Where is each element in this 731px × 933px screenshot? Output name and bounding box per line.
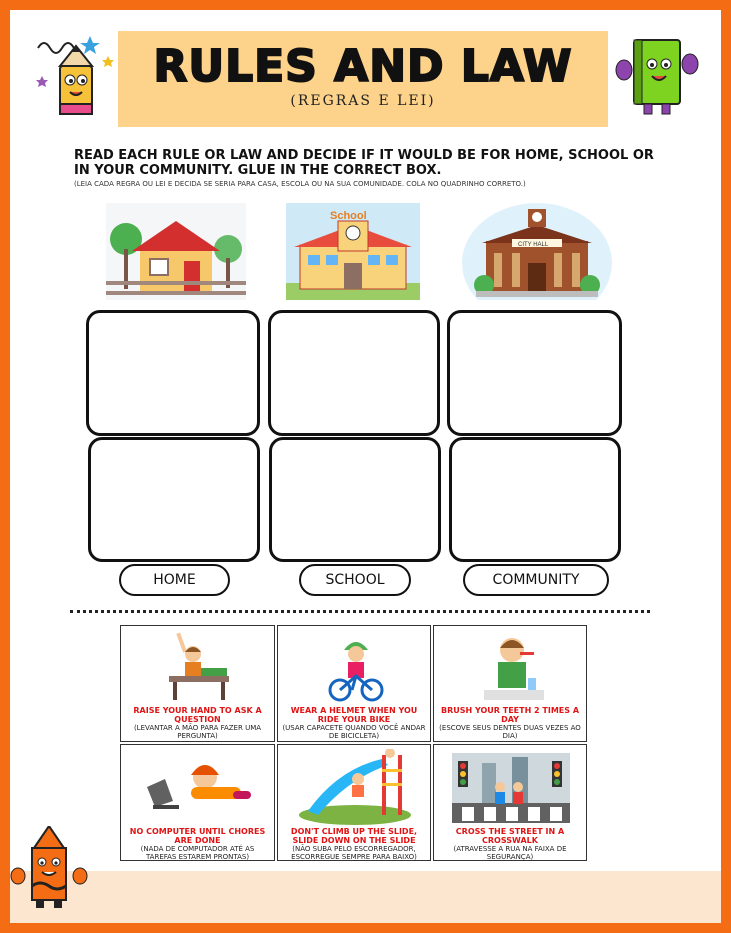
rule-card-brush-teeth[interactable] (433, 625, 587, 742)
pencil-mascot-icon (30, 28, 120, 123)
city-hall-sign: CITY HALL (518, 242, 549, 248)
city-hall-icon (462, 203, 612, 300)
rule-text-pt: (NADA DE COMPUTADOR ATÉ AS TAREFAS ESTAREM PRONTAS) (140, 845, 255, 861)
home-label: HOME (119, 564, 230, 596)
rule-card-computer[interactable] (120, 744, 275, 861)
footer-band (10, 871, 721, 923)
rule-text-pt: (ATRAVESSE A RUA NA FAIXA DE SEGURANÇA) (453, 845, 567, 861)
school-label: SCHOOL (299, 564, 411, 596)
home-box-bottom[interactable] (88, 437, 260, 562)
instructions-en: READ EACH RULE OR LAW AND DECIDE IF IT WOULD BE FOR HOME, SCHOOL OR IN YOUR COMMUNITY. GLUE IN THE CORRECT BOX. (74, 148, 654, 178)
bike-helmet-icon (326, 634, 386, 704)
rule-card-helmet[interactable] (277, 625, 431, 742)
brushing-teeth-icon (484, 634, 544, 704)
community-box-top[interactable] (447, 310, 622, 436)
instructions-pt: (LEIA CADA REGRA OU LEI E DECIDA SE SERIA PARA CASA, ESCOLA OU NA SUA COMUNIDADE. COLA NO QUADRINHO CORRETO.) (74, 180, 526, 188)
rule-text-en: WEAR A HELMET WHEN YOU RIDE YOUR BIKE (290, 706, 418, 724)
community-box-bottom[interactable] (449, 437, 621, 562)
rule-text-en: CROSS THE STREET IN A CROSSWALK (455, 827, 565, 845)
rule-text-pt: (ESCOVE SEUS DENTES DUAS VEZES AO DIA) (439, 724, 581, 740)
rule-text-en: DON'T CLIMB UP THE SLIDE, SLIDE DOWN ON THE SLIDE (290, 827, 418, 845)
school-icon (286, 203, 420, 300)
house-icon (106, 203, 246, 300)
school-sign: School (330, 210, 367, 222)
title-banner (118, 31, 608, 127)
rule-card-raise-hand[interactable] (120, 625, 275, 742)
crosswalk-icon (452, 753, 570, 823)
playground-slide-icon (298, 749, 412, 825)
school-box-bottom[interactable] (269, 437, 441, 562)
page-title: RULES AND LAW (153, 41, 573, 92)
book-mascot-icon (612, 32, 702, 117)
page-subtitle: (REGRAS E LEI) (290, 93, 436, 109)
rule-text-en: BRUSH YOUR TEETH 2 TIMES A DAY (440, 706, 580, 724)
community-label: COMMUNITY (463, 564, 609, 596)
rule-text-pt: (USAR CAPACETE QUANDO VOCÊ ANDAR DE BICICLETA) (282, 724, 426, 740)
rule-text-en: RAISE YOUR HAND TO ASK A QUESTION (133, 706, 262, 724)
laptop-kid-icon (143, 757, 255, 817)
rule-text-pt: (LEVANTAR A MÃO PARA FAZER UMA PERGUNTA) (133, 724, 262, 740)
crayon-mascot-icon (10, 826, 88, 910)
rule-card-crosswalk[interactable] (433, 744, 587, 861)
home-box-top[interactable] (86, 310, 260, 436)
student-desk-icon (161, 632, 236, 702)
cut-line (70, 610, 650, 613)
school-box-top[interactable] (268, 310, 440, 436)
rule-text-pt: (NÃO SUBA PELO ESCORREGADOR, ESCORREGUE SEMPRE PARA BAIXO) (291, 845, 417, 861)
rule-card-slide[interactable] (277, 744, 431, 861)
rule-text-en: NO COMPUTER UNTIL CHORES ARE DONE (129, 827, 266, 845)
